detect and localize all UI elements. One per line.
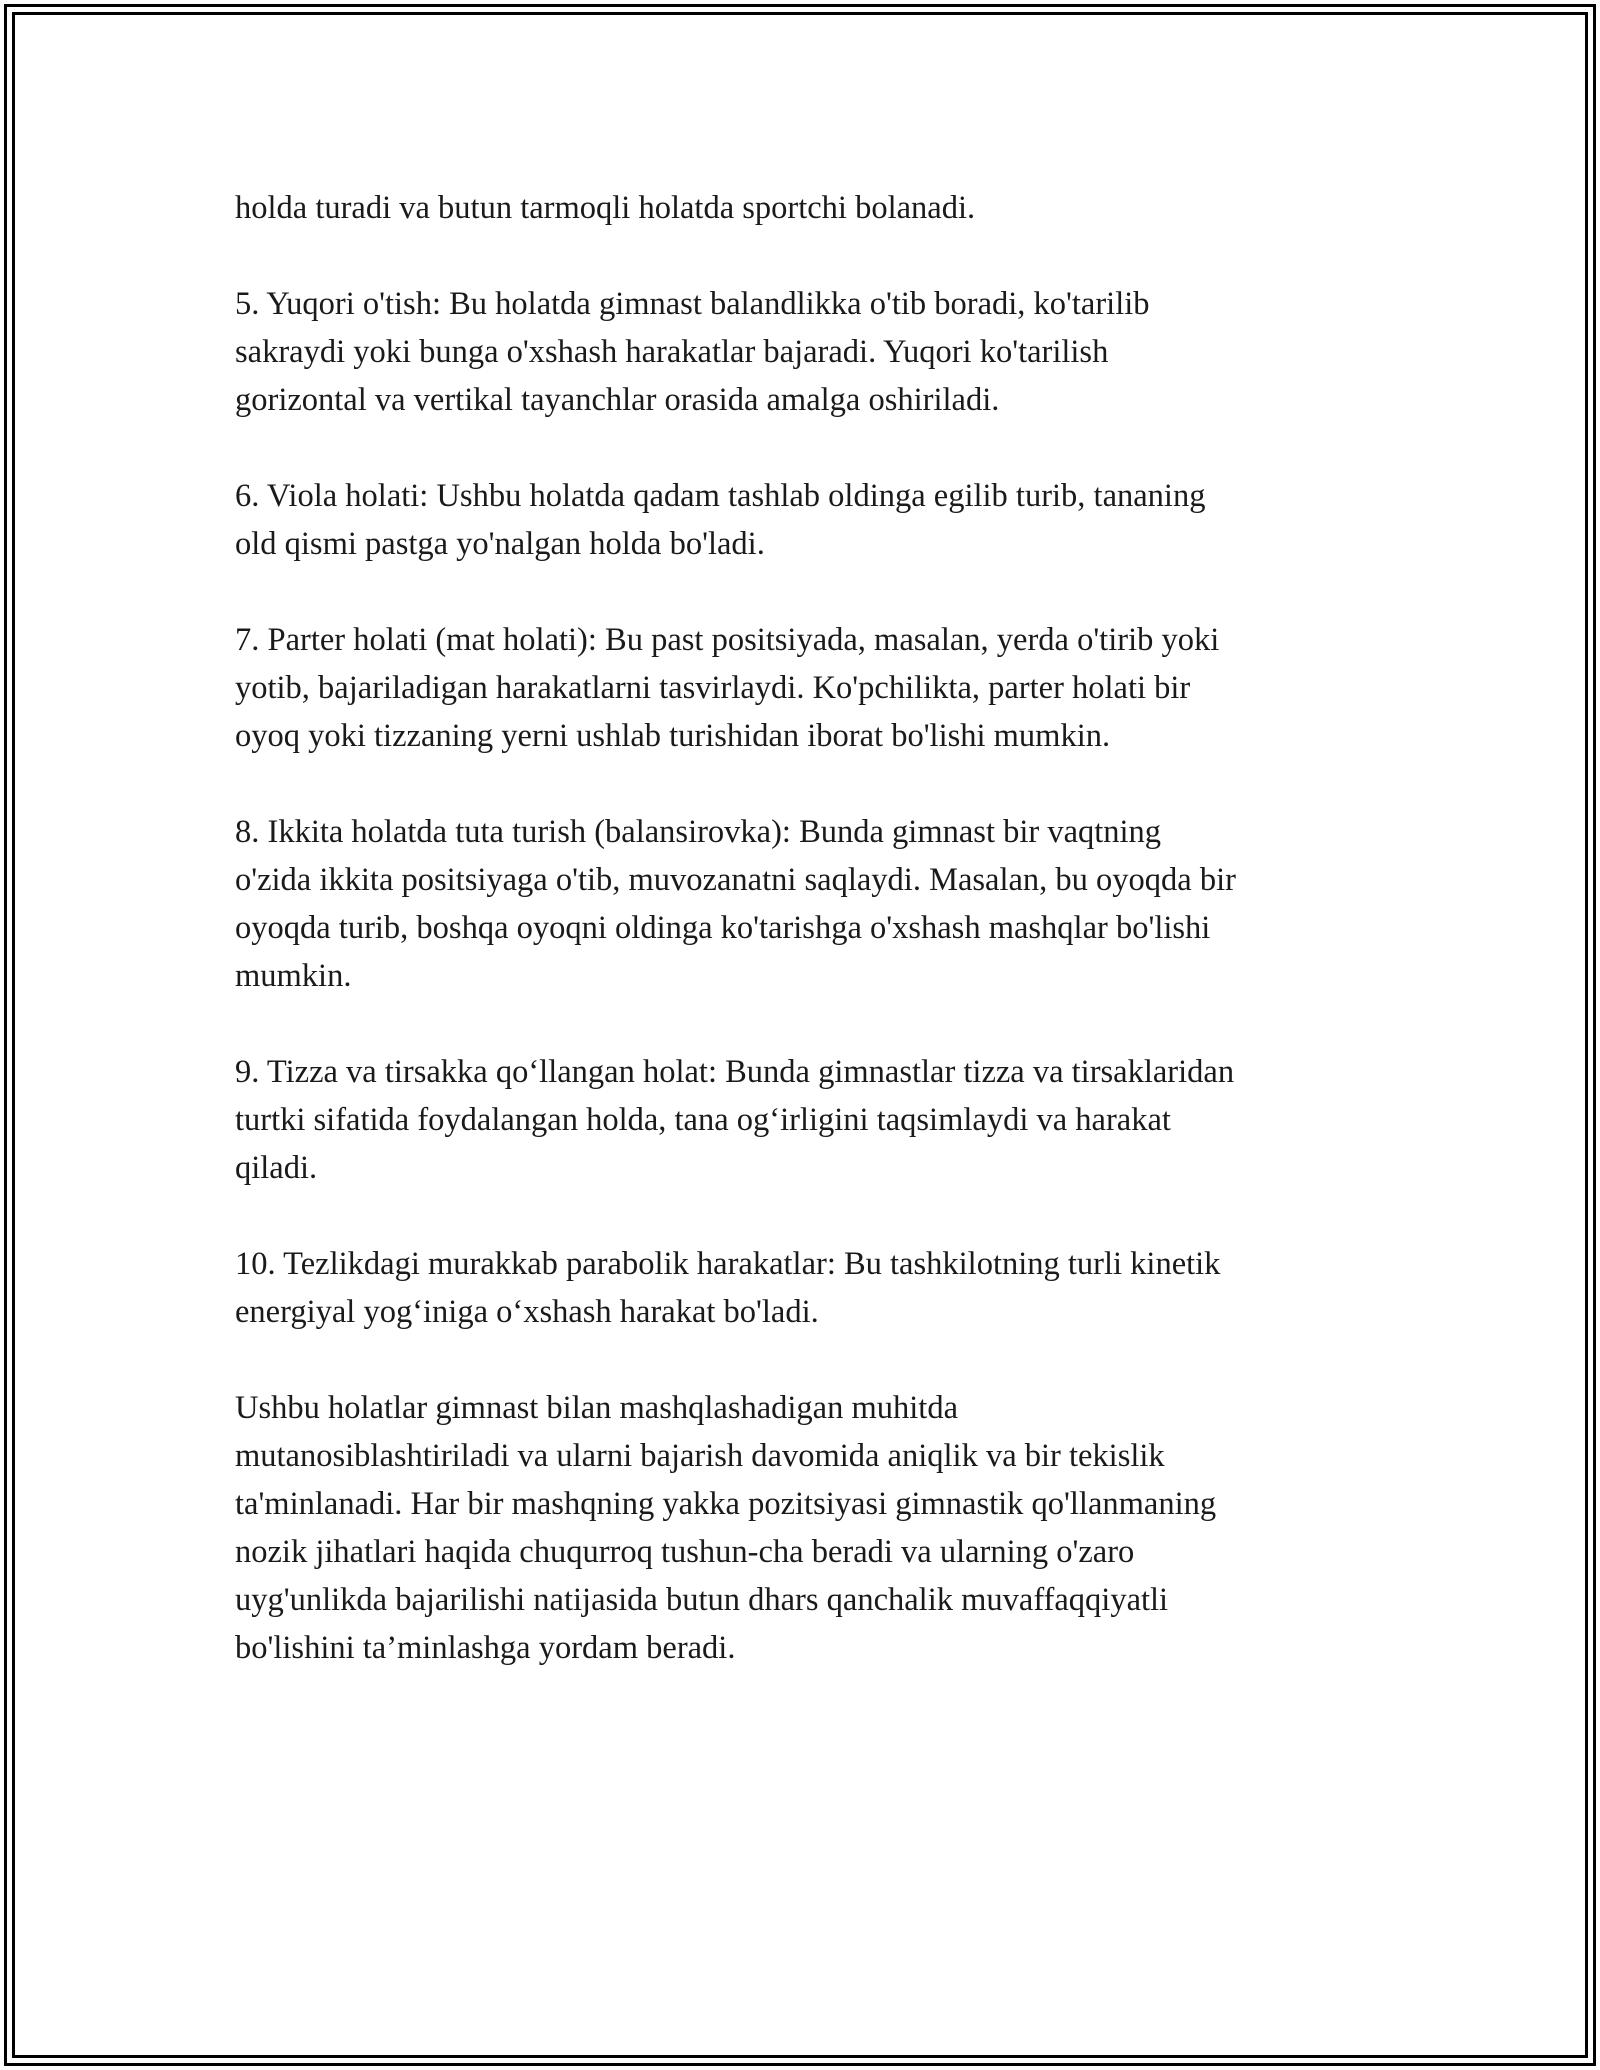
paragraph-item-9: [235, 1048, 1395, 1192]
paragraph-item-5: [235, 280, 1395, 424]
text-line: ta'minlanadi. Har bir mashqning yakka pozitsiyasi gimnastik qo'llanmaning: [235, 1486, 1217, 1522]
paragraph-item-10: [235, 1240, 1395, 1336]
text-line: 9. Tizza va tirsakka qo‘llangan holat: Bunda gimnastlar tizza va tirsaklaridan: [235, 1054, 1235, 1090]
text-line: 8. Ikkita holatda tuta turish (balansirovka): Bunda gimnast bir vaqtning: [235, 814, 1162, 850]
text-line: gorizontal va vertikal tayanchlar orasida amalga oshiriladi.: [235, 382, 1000, 418]
text-line: bo'lishini ta’minlashga yordam beradi.: [235, 1630, 736, 1666]
paragraph-item-7: [235, 616, 1395, 760]
text-line: 6. Viola holati: Ushbu holatda qadam tashlab oldinga egilib turib, tananing: [235, 478, 1206, 514]
document-body: [235, 184, 1395, 1720]
text-line: turtki sifatida foydalangan holda, tana og‘irligini taqsimlaydi va harakat: [235, 1102, 1171, 1138]
text-line: 7. Parter holati (mat holati): Bu past positsiyada, masalan, yerda o'tirib yoki: [235, 622, 1220, 658]
paragraph-continuation: [235, 184, 1395, 232]
text-line: Ushbu holatlar gimnast bilan mashqlashadigan muhitda: [235, 1390, 958, 1426]
text-line: oyoq yoki tizzaning yerni ushlab turishidan iborat bo'lishi mumkin.: [235, 718, 1111, 754]
text-line: oyoqda turib, boshqa oyoqni oldinga ko'tarishga o'xshash mashqlar bo'lishi: [235, 910, 1211, 946]
text-line: nozik jihatlari haqida chuqurroq tushun-cha beradi va ularning o'zaro: [235, 1534, 1135, 1570]
paragraph-conclusion: [235, 1384, 1395, 1672]
text-line: 5. Yuqori o'tish: Bu holatda gimnast balandlikka o'tib boradi, ko'tarilib: [235, 286, 1150, 322]
text-line: holda turadi va butun tarmoqli holatda sportchi bolanadi.: [235, 190, 976, 226]
text-line: uyg'unlikda bajarilishi natijasida butun dhars qanchalik muvaffaqqiyatli: [235, 1582, 1169, 1618]
paragraph-item-6: [235, 472, 1395, 568]
text-line: mumkin.: [235, 958, 352, 994]
text-line: sakraydi yoki bunga o'xshash harakatlar bajaradi. Yuqori ko'tarilish: [235, 334, 1109, 370]
paragraph-item-8: [235, 808, 1395, 1000]
text-line: 10. Tezlikdagi murakkab parabolik harakatlar: Bu tashkilotning turli kinetik: [235, 1246, 1221, 1282]
text-line: yotib, bajariladigan harakatlarni tasvirlaydi. Ko'pchilikta, parter holati bir: [235, 670, 1191, 706]
text-line: qiladi.: [235, 1150, 318, 1186]
text-line: energiyal yog‘iniga o‘xshash harakat bo'ladi.: [235, 1294, 819, 1330]
text-line: o'zida ikkita positsiyaga o'tib, muvozanatni saqlaydi. Masalan, bu oyoqda bir: [235, 862, 1236, 898]
text-line: mutanosiblashtiriladi va ularni bajarish davomida aniqlik va bir tekislik: [235, 1438, 1165, 1474]
text-line: old qismi pastga yo'nalgan holda bo'ladi.: [235, 526, 765, 562]
